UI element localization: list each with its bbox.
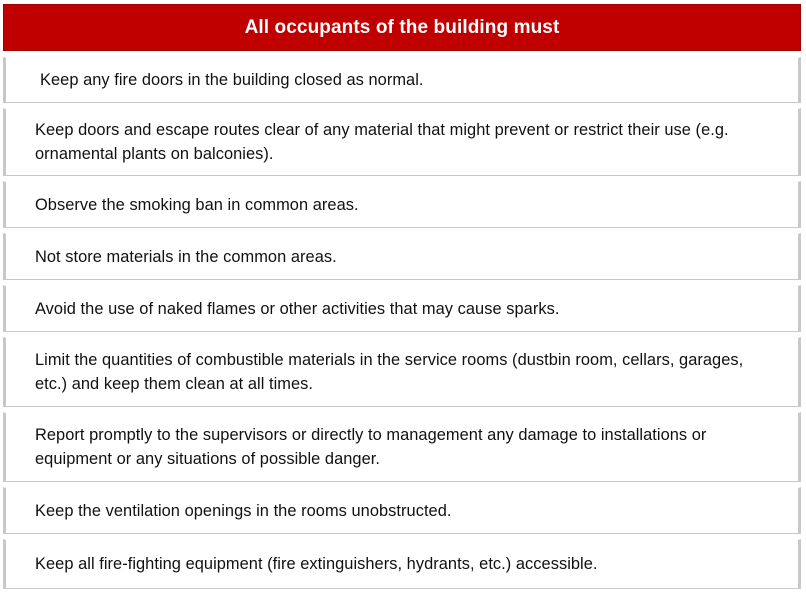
item-text: Avoid the use of naked flames or other activities that may cause sparks. [35,299,560,318]
item-text: Keep the ventilation openings in the rooms unobstructed. [35,501,452,520]
item-text: Not store materials in the common areas. [35,247,337,266]
header-title: All occupants of the building must [244,16,560,38]
list-item [3,285,801,332]
instruction-list [3,51,801,589]
list-item [3,181,801,228]
list-item [3,539,801,589]
list-item [3,487,801,534]
list-item [3,337,801,407]
list-item [3,233,801,280]
item-text: Keep doors and escape routes clear of any material that might prevent or restrict their use (e.g. ornamental plants on balconies). [35,121,729,163]
table-header [3,4,801,51]
fire-safety-table [3,4,801,601]
list-item [3,57,801,103]
item-text: Observe the smoking ban in common areas. [35,195,359,214]
item-text: Keep any fire doors in the building closed as normal. [40,71,424,89]
item-text: Keep all fire-fighting equipment (fire extinguishers, hydrants, etc.) accessible. [35,555,598,573]
list-item [3,412,801,482]
list-item [3,108,801,176]
item-text: Report promptly to the supervisors or directly to management any damage to installations or equipment or any situations of possible danger. [35,426,707,468]
item-text: Limit the quantities of combustible materials in the service rooms (dustbin room, cellars, garages, etc.) and keep them clean at all times. [35,351,744,393]
